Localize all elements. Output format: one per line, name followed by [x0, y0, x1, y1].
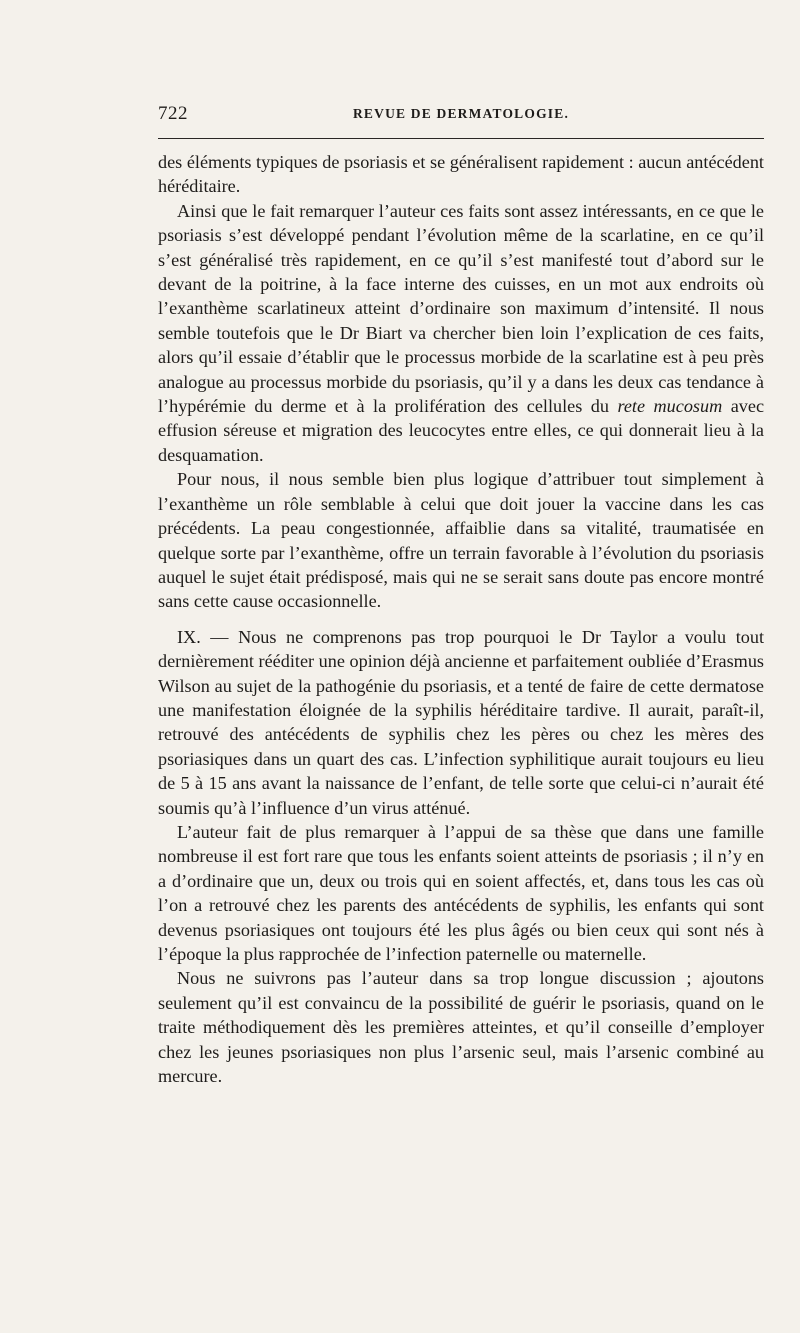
paragraph-continuation: des éléments typiques de psoriasis et se généralisent rapidement : aucun antécédent héréditaire. [158, 152, 764, 197]
paragraph-opinion: Pour nous, il nous semble bien plus logique d’attribuer tout simplement à l’exanthème un rôle semblable à celui que doit jouer la vaccine dans les cas précédents. La peau congestionnée, affaiblie dans sa vitalité, traumatisée en quelque sorte par l’exanthème, offre un terrain favorable à l’évolution du psoriasis auquel le sujet était prédisposé, mais qui ne se serait sans doute pas encore montré sans cette cause occasionnelle. [158, 469, 764, 612]
paragraph-section-ix: IX. — Nous ne comprenons pas trop pourquoi le Dr Taylor a voulu tout dernièrement rééditer une opinion déjà ancienne et parfaitement oubliée d’Erasmus Wilson au sujet de la pathogénie du psoriasis, et a tenté de faire de cette dermatose une manifestation éloignée de la syphilis héréditaire tardive. Il aurait, paraît-il, retrouvé des antécédents de syphilis chez les pères ou chez les mères des psoriasiques dans un quart des cas. L’infection syphilitique aurait toujours eu lieu de 5 à 15 ans avant la naissance de l’enfant, de telle sorte que celui-ci n’aurait été soumis qu’à l’influence d’un virus atténué. [158, 626, 764, 818]
header-rule [158, 138, 764, 139]
page-number: 722 [158, 103, 188, 124]
page-header [158, 103, 764, 127]
paragraph-text-after: avec effusion séreuse et migration des leucocytes entre elles, ce qui donnerait lieu à la desquamation. [158, 396, 765, 465]
body-text [158, 150, 764, 1088]
paragraph-author-remarks [158, 199, 764, 467]
paragraph-conclusion: Nous ne suivrons pas l’auteur dans sa trop longue discussion ; ajoutons seulement qu’il est convaincu de la possibilité de guérir le psoriasis, quand on le traite méthodiquement dès les premières atteintes, et qu’il conseille d’employer chez les jeunes psoriasiques non plus l’arsenic seul, mais l’arsenic combiné au mercure. [158, 968, 764, 1087]
paragraph-thesis: L’auteur fait de plus remarquer à l’appui de sa thèse que dans une famille nombreuse il est fort rare que tous les enfants soient atteints de psoriasis ; il n’y en a d’ordinaire que un, deux ou trois qui en soient affectés, et, dans tous les cas où l’on a retrouvé chez les parents des antécédents de syphilis, les enfants qui sont devenus psoriasiques ont toujours été les plus âgés ou bien ceux qui sont nés à l’époque la plus rapprochée de l’infection paternelle ou maternelle. [158, 821, 764, 964]
running-title: REVUE DE DERMATOLOGIE. [352, 106, 570, 121]
italic-term: rete mucosum [617, 396, 723, 417]
paragraph-text: Ainsi que le fait remarquer l’auteur ces faits sont assez intéressants, en ce que le psoriasis s’est développé pendant l’évolution même de la scarlatine, en ce qu’il s’est généralisé très rapidement, en ce qu’il s’est manifesté tout d’abord sur le devant de la poitrine, à la face interne des cuisses, en un mot aux endroits où l’exanthème scarlatineux atteint d’ordinaire son maximum d’intensité. Il nous semble toutefois que le Dr Biart va chercher bien loin l’explication de ces faits, alors qu’il essaie d’établir que le processus morbide de la scarlatine est à peu près analogue au processus morbide du psoriasis, qu’il y a dans les deux cas tendance à l’hypérémie du derme et à la prolifération des cellules du [158, 200, 764, 417]
